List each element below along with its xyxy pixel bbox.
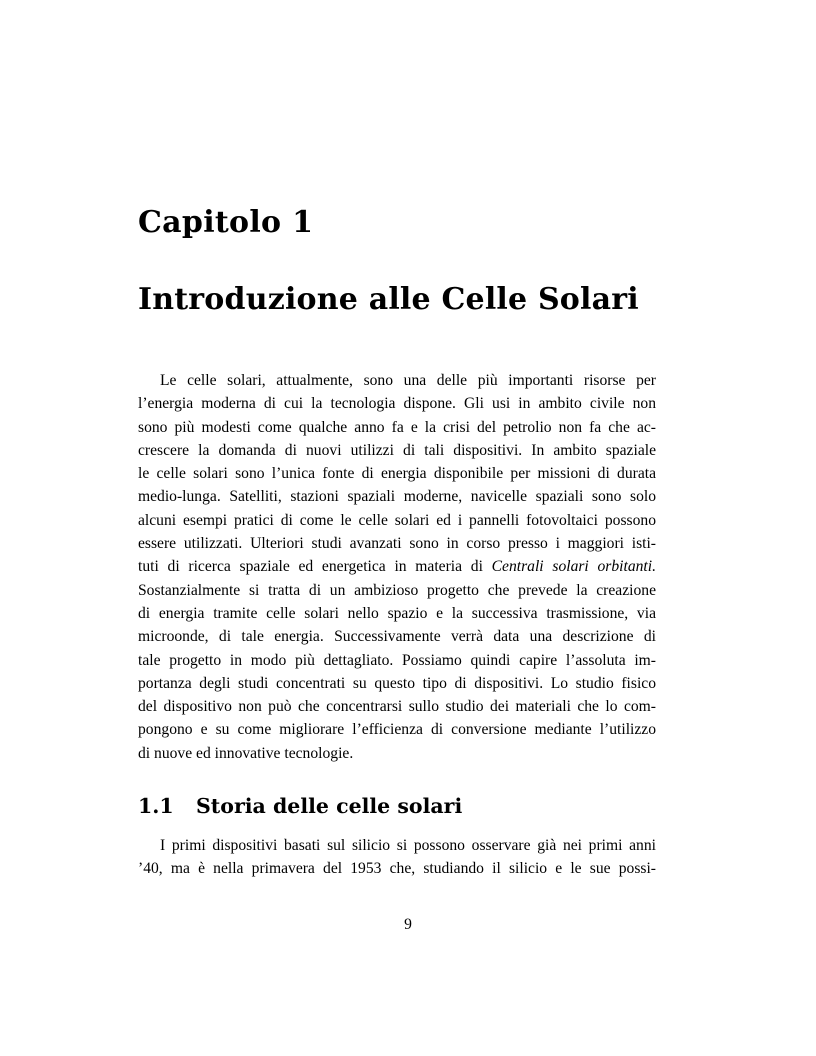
text-line: Le celle solari, attualmente, sono una delle più importanti risorse per — [160, 372, 656, 389]
text-line: crescere la domanda di nuovi utilizzi di tali dispositivi. In ambito spaziale — [138, 441, 656, 459]
text-line: di nuove ed innovative tecnologie. — [138, 744, 354, 762]
text-line: le celle solari sono l’unica fonte di energia disponibile per missioni di durata — [138, 465, 656, 483]
history-paragraph — [138, 834, 656, 881]
section-heading — [138, 792, 462, 820]
text-line: ’40, ma è nella primavera del 1953 che, studiando il silicio e le sue possi- — [138, 860, 656, 878]
text-line: del dispositivo non può che concentrarsi sullo studio dei materiali che lo com- — [138, 698, 656, 716]
text-line: Sostanzialmente si tratta di un ambizioso progetto che prevede la creazione — [138, 581, 656, 599]
text-line: essere utilizzati. Ulteriori studi avanzati sono in corso presso i maggiori isti- — [138, 535, 656, 553]
text-line: pongono e su come migliorare l’efficienza di conversione mediante l’utilizzo — [138, 721, 656, 739]
text-line: alcuni esempi pratici di come le celle solari ed i pannelli fotovoltaici possono — [138, 511, 656, 529]
text-line: medio-lunga. Satelliti, stazioni spaziali moderne, navicelle spaziali sono solo — [138, 488, 656, 506]
emphasized-term: Centrali solari orbitanti. — [491, 558, 656, 576]
section-number: 1.1 — [138, 794, 174, 818]
text-line: tale progetto in modo più dettagliato. Possiamo quindi capire l’assoluta im- — [138, 651, 656, 669]
text-line: sono più modesti come qualche anno fa e la crisi del petrolio non fa che ac- — [138, 418, 656, 436]
text-line: I primi dispositivi basati sul silicio si possono osservare già nei primi anni — [160, 837, 656, 854]
section-title: Storia delle celle solari — [196, 794, 463, 818]
chapter-label: Capitolo 1 — [138, 205, 314, 240]
text-line: portanza degli studi concentrati su questo tipo di dispositivi. Lo studio fisico — [138, 674, 656, 692]
chapter-title: Introduzione alle Celle Solari — [138, 282, 639, 317]
text-run: tuti di ricerca spaziale ed energetica in materia di — [138, 558, 492, 576]
text-line-with-emphasis — [138, 555, 656, 578]
text-line: di energia tramite celle solari nello spazio e la successiva trasmissione, via — [138, 604, 656, 622]
page-number: 9 — [404, 916, 412, 933]
intro-paragraph — [138, 369, 656, 765]
text-line: microonde, di tale energia. Successivamente verrà data una descrizione di — [138, 628, 656, 646]
text-line: l’energia moderna di cui la tecnologia dispone. Gli usi in ambito civile non — [138, 395, 656, 413]
